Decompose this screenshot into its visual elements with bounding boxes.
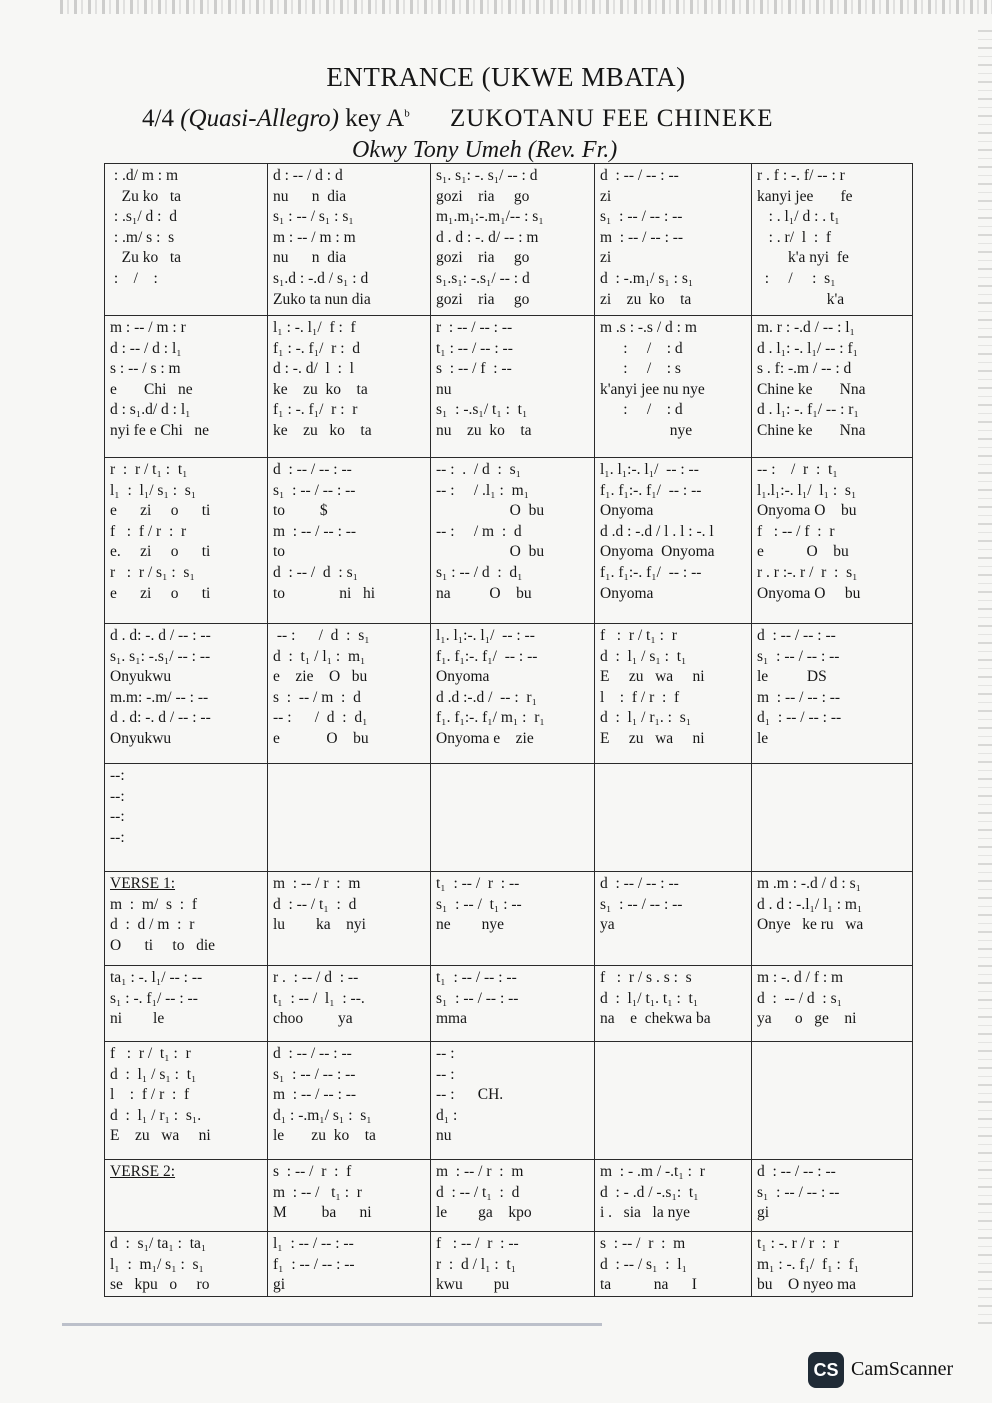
measure-cell [105,1160,268,1232]
solfa-line: t₁ : -- / -- : -- [436,969,517,986]
solfa-line: l₁. l₁:-. l₁/ -- : -- [436,627,535,644]
solfa-line: --: [110,808,125,826]
measure-cell [431,966,595,1042]
measure-cell [268,966,431,1042]
solfa-line: -- : / d : s₁ [273,627,370,644]
solfa-line: : .s₁/ d : d [110,208,177,226]
score-row [105,1042,913,1160]
solfa-line: gozi ria go [436,249,530,267]
solfa-line: d : l₁ / s₁ : t₁ [600,647,687,665]
solfa-line: d . d: -. d / -- : -- [110,627,211,644]
solfa-line: r . : -- / d : -- [273,969,359,986]
solfa-line: s : -- / f : -- [436,360,512,378]
solfa-line: d .d :-.d / -- : r₁ [436,688,537,706]
solfa-line: gozi ria go [436,187,530,205]
solfa-line: d₁ : -.m₁/ s₁ : s₁ [273,1106,372,1124]
solfa-line: gozi ria go [436,290,530,308]
solfa-line: Onyoma Onyoma [600,543,715,561]
measure-cell [431,624,595,764]
solfa-line: -- : / m : d [436,522,522,540]
solfa-line: to $ [273,502,328,520]
solfa-line: ni le [110,1010,165,1028]
solfa-line: d . l₁: -. f₁/ -- : r₁ [757,401,859,419]
solfa-line: d : -- / -- : -- [273,461,352,478]
measure-cell [595,458,752,624]
solfa-line: Onyoma [600,502,654,520]
solfa-line: -- : / r : t₁ [757,461,838,478]
solfa-line: d : -- / d : d [273,167,343,184]
solfa-line: bu O nyeo ma [757,1276,857,1294]
solfa-line: Zu ko ta [110,249,182,267]
measure-cell [595,624,752,764]
measure-cell [105,164,268,316]
solfa-line: ya o ge ni [757,1010,857,1028]
solfa-line: m : -. d / f : m [757,969,844,986]
measure-cell [595,316,752,458]
solfa-line: f : r / t₁ : r [110,1045,191,1062]
solfa-line: s₁ : -- / -- : -- [757,647,840,665]
solfa-line: E zu wa ni [600,729,705,747]
solfa-line: ke zu ko ta [273,380,368,398]
solfa-line: r : r / s₁ : s₁ [110,563,195,581]
measure-cell [595,966,752,1042]
solfa-line: e zi o ti [110,502,211,520]
solfa-line: f₁. f₁:-. f₁/ m₁ : r₁ [436,709,545,727]
score-row [105,966,913,1042]
solfa-line: d : -- / d : s₁ [757,989,843,1007]
measure-cell [595,164,752,316]
solfa-score-table [104,163,913,1297]
solfa-line: Onyoma O bu [757,584,861,602]
solfa-line: f₁. f₁:-. f₁/ -- : -- [600,481,702,499]
measure-cell [752,1042,913,1160]
solfa-line: e O bu [757,543,849,561]
solfa-line: le zu ko ta [273,1127,376,1145]
measure-cell [752,1160,913,1232]
solfa-line: : / : s₁ [757,269,836,287]
solfa-line: f : -- / f : r [757,522,835,540]
solfa-line: d : - .d / -.s₁: t₁ [600,1183,699,1201]
solfa-line: e zie O bu [273,668,368,686]
solfa-line: Zuko ta nun dia [273,290,371,308]
solfa-line: s₁ : -. f₁/ -- : -- [110,989,198,1007]
key-accidental: b [404,107,410,120]
solfa-line: Chine ke Nna [757,380,866,398]
solfa-line: d : s₁.d/ d : l₁ [110,401,191,419]
solfa-line: se kpu o ro [110,1276,210,1294]
solfa-line: d : -- / -- : -- [600,167,679,184]
solfa-line: f₁ : -. f₁/ r : r [273,401,358,419]
solfa-line: m. r : -.d / -- : l₁ [757,319,855,336]
solfa-line: Onyoma O bu [757,502,857,520]
solfa-line: t₁ : -- / l₁ : --. [273,989,365,1007]
measure-cell [595,1042,752,1160]
solfa-line: zi [600,249,612,267]
solfa-line: m .m : -.d / d : s₁ [757,875,862,892]
measure-cell [105,316,268,458]
solfa-line: s₁. s₁: -. s₁/ -- : d [436,167,538,184]
measure-cell [105,1042,268,1160]
measure-cell [431,872,595,966]
solfa-line: e. zi o ti [110,543,211,561]
solfa-line: m : -- / -- : -- [273,522,357,540]
solfa-line: nu zu ko ta [436,421,532,439]
solfa-line: le DS [757,668,827,686]
solfa-line: Onyoma [600,584,654,602]
solfa-line: na O bu [436,584,532,602]
solfa-line: m : -- / -- : -- [600,228,684,246]
solfa-line: ta₁ : -. l₁/ -- : -- [110,969,203,986]
measure-cell [752,966,913,1042]
solfa-line: O ti to die [110,936,216,954]
solfa-line: : .d/ m : m [110,167,179,184]
camscanner-logo-icon: CS [808,1352,844,1388]
solfa-line: nu [436,1127,452,1145]
solfa-line: lu ka nyi [273,916,366,934]
solfa-line: Zu ko ta [110,187,182,205]
solfa-line: mma [436,1010,467,1028]
solfa-line: m : -- / -- : -- [757,688,841,706]
score-row [105,872,913,966]
solfa-line: m₁ : -. f₁/ f₁ : f₁ [757,1255,860,1273]
solfa-line: d : -- / t₁ : d [273,895,357,913]
solfa-line: s₁. s₁: -.s₁/ -- : -- [110,647,211,665]
solfa-line: le ga kpo [436,1204,532,1222]
solfa-line: Onyukwu [110,729,172,747]
solfa-line: s : -- / s : m [110,360,181,378]
solfa-line: Chine ke Nna [757,421,866,439]
solfa-line: s₁ : -- / -- : -- [436,989,519,1007]
solfa-line: gi [757,1204,770,1222]
solfa-line: ne nye [436,916,505,934]
solfa-line: l : f / r : f [110,1086,190,1104]
solfa-line: d : -.m₁/ s₁ : s₁ [600,269,694,287]
solfa-line: kwu pu [436,1276,510,1294]
solfa-line: : / : d [600,339,683,357]
measure-cell [595,872,752,966]
solfa-line: f₁ : -. f₁/ r : d [273,339,360,357]
measure-cell [752,316,913,458]
solfa-line: s₁ : -- / -- : -- [600,208,683,226]
camscanner-watermark: CamScanner [851,1358,954,1380]
solfa-line: d . d: -. d / -- : -- [110,709,211,727]
solfa-line: ya [600,916,615,934]
solfa-line: d : -- / s₁ : l₁ [600,1255,688,1273]
solfa-line: f : -- / r : -- [436,1235,519,1252]
solfa-line: f : f / r : r [110,522,187,540]
solfa-line: t₁ : -. r / r : r [757,1235,840,1252]
solfa-line: kanyi jee fe [757,187,853,205]
score-row [105,1232,913,1297]
solfa-line: f₁ : -- / -- : -- [273,1255,355,1273]
measure-cell [431,316,595,458]
solfa-line: to [273,543,286,561]
solfa-line: --: [110,767,125,784]
measure-cell [268,764,431,872]
solfa-line: nyi fe e Chi ne [110,421,210,439]
measure-cell [268,316,431,458]
measure-cell [268,1232,431,1297]
solfa-line: m : m/ s : f [110,895,197,913]
measure-cell [595,1160,752,1232]
solfa-line: k'anyi jee nu nye [600,380,705,398]
solfa-line: m : -- / m : m [273,228,356,246]
solfa-line: m₁.m₁:-.m₁/-- : s₁ [436,208,544,226]
measure-cell [752,1232,913,1297]
measure-cell [105,764,268,872]
solfa-line: O bu [436,502,545,520]
measure-cell [431,764,595,872]
solfa-line: d : -- / -- : -- [757,1163,836,1180]
measure-cell [752,458,913,624]
solfa-line: -- : [436,1045,455,1062]
solfa-line: s : -- / r : m [600,1235,686,1252]
solfa-line: -- : CH. [436,1086,504,1104]
solfa-line: -- : / d : d₁ [273,709,368,727]
score-row [105,624,913,764]
solfa-line: s : -- / r : f [273,1163,352,1180]
solfa-line: ke zu ko ta [273,421,372,439]
measure-cell [105,624,268,764]
solfa-line: O bu [436,543,545,561]
verse-label: VERSE 2: [110,1163,176,1180]
measure-cell [431,1160,595,1232]
solfa-line: l₁ : m₁/ s₁ : s₁ [110,1255,204,1273]
solfa-line: --: [110,787,125,805]
solfa-line: s₁ : -- / -- : -- [600,895,683,913]
verse-label: VERSE 1: [110,875,176,892]
solfa-line: nu n dia [273,249,347,267]
solfa-line: d : -. d/ l : l [273,360,354,378]
solfa-line: m : - .m / -.t₁ : r [600,1163,705,1180]
solfa-line: d : l₁ / s₁ : t₁ [110,1065,197,1083]
solfa-line: s₁ : -- / -- : -- [273,481,356,499]
measure-cell [268,458,431,624]
solfa-line: d₁ : -- / -- : -- [757,709,842,727]
score-row [105,458,913,624]
score-row [105,316,913,458]
solfa-line: m : -- / r : m [273,875,361,892]
solfa-line: f₁. f₁:-. f₁/ -- : -- [436,647,538,665]
scan-edge-noise-top [60,0,992,14]
solfa-line: i . sia la nye [600,1204,690,1222]
measure-cell [752,624,913,764]
solfa-line: r : -- / -- : -- [436,319,513,336]
measure-cell [268,1042,431,1160]
solfa-line: s₁.d : -.d / s₁ : d [273,269,369,287]
composer-credit: Okwy Tony Umeh (Rev. Fr.) [352,137,618,163]
solfa-line: e O bu [273,729,369,747]
measure-cell [431,1232,595,1297]
measure-cell [752,164,913,316]
measure-cell [268,872,431,966]
solfa-line: m : -- / t₁ : r [273,1183,362,1201]
key-signature: key A [345,105,405,132]
solfa-line: r : d / l₁ : t₁ [436,1255,517,1273]
measure-cell [752,872,913,966]
solfa-line: l₁.l₁:-. l₁/ l₁ : s₁ [757,481,857,499]
solfa-line: t₁ : -- / -- : -- [436,339,513,357]
solfa-line: s . f: -.m / -- : d [757,360,852,378]
tempo-marking: (Quasi-Allegro) [180,105,339,132]
solfa-line: s : -- / m : d [273,688,361,706]
solfa-line: : / : [110,269,158,287]
subtitle-line [142,105,774,133]
solfa-line: E zu wa ni [110,1127,211,1145]
solfa-line: d .d : -.d / l . l : -. l [600,522,714,540]
solfa-line: -- : [436,1065,455,1083]
solfa-line: r . r :-. r / r : s₁ [757,563,858,581]
solfa-line: d : s₁/ ta₁ : ta₁ [110,1235,207,1252]
solfa-line: s₁ : -- / d : d₁ [436,563,523,581]
measure-cell [595,764,752,872]
solfa-line: l : f / r : f [600,688,680,706]
solfa-line: e Chi ne [110,380,193,398]
solfa-line: m .s : -.s / d : m [600,319,697,336]
solfa-line: le [757,729,769,747]
solfa-line: m : -- / m : r [110,319,186,336]
solfa-line: to ni hi [273,584,376,602]
solfa-line: s₁ : -- / -- : -- [273,1065,356,1083]
measure-cell [431,164,595,316]
solfa-line: d : t₁ / l₁ : m₁ [273,647,366,665]
solfa-line: d : l₁ / r₁. : s₁ [600,709,692,727]
solfa-line: k'a [757,290,845,308]
solfa-line: d : d / m : r [110,916,195,934]
page-title: ENTRANCE (UKWE MBATA) [326,62,686,92]
page-bottom-rule [62,1323,602,1326]
solfa-line: r . f : -. f/ -- : r [757,167,845,184]
solfa-line: d : -- / -- : -- [273,1045,352,1062]
solfa-line: l₁ : l₁/ s₁ : s₁ [110,481,197,499]
solfa-line: d : -- / d : s₁ [273,563,359,581]
solfa-line: choo ya [273,1010,353,1028]
solfa-line: m : -- / -- : -- [273,1086,357,1104]
solfa-line: ta na I [600,1276,697,1294]
solfa-line: l₁ : -. l₁/ f : f [273,319,356,336]
measure-cell [431,458,595,624]
time-signature: 4/4 [142,105,174,132]
song-title: ZUKOTANU FEE CHINEKE [450,105,774,132]
measure-cell [105,1232,268,1297]
measure-cell [268,164,431,316]
solfa-line: : / : s [600,360,681,378]
solfa-line: d : l₁/ t₁. t₁ : t₁ [600,989,699,1007]
measure-cell [105,458,268,624]
solfa-line: nu n dia [273,187,347,205]
solfa-line: d . d : -. d/ -- : m [436,228,539,246]
score-row [105,164,913,316]
score-row [105,1160,913,1232]
measure-cell [595,1232,752,1297]
measure-cell [105,966,268,1042]
solfa-line: Onyoma e zie [436,729,534,747]
solfa-line: --: [110,828,125,846]
measure-cell [105,872,268,966]
solfa-line: E zu wa ni [600,668,705,686]
solfa-line: d : -- / t₁ : d [436,1183,520,1201]
solfa-line: l₁. l₁:-. l₁/ -- : -- [600,461,699,478]
solfa-line: m.m: -.m/ -- : -- [110,688,209,706]
solfa-line: k'a nyi fe [757,249,849,267]
solfa-line: d : -- / d : l₁ [110,339,182,357]
solfa-line: nye [600,421,693,439]
solfa-line: na e chekwa ba [600,1010,711,1028]
solfa-line: f : r / s . s : s [600,969,692,986]
solfa-line: zi [600,187,612,205]
solfa-line: s₁ : -- / -- : -- [757,1183,840,1201]
solfa-line: l₁ : -- / -- : -- [273,1235,354,1252]
solfa-line: f₁. f₁:-. f₁/ -- : -- [600,563,702,581]
solfa-line: Onye ke ru wa [757,916,864,934]
solfa-line: M ba ni [273,1204,372,1222]
solfa-line: : . l₁/ d : . t₁ [757,208,840,226]
solfa-line: s₁.s₁: -.s₁/ -- : d [436,269,530,287]
scan-edge-noise-right [978,30,992,1330]
solfa-line: : / : d [600,401,683,419]
solfa-line: d : -- / -- : -- [757,627,836,644]
solfa-line: d . d : -.l₁/ l₁ : m₁ [757,895,863,913]
solfa-line: d₁ : [436,1106,458,1124]
solfa-line: s₁ : -- / s₁ : s₁ [273,208,354,226]
solfa-line: -- : . / d : s₁ [436,461,522,478]
solfa-line: Onyukwu [110,668,172,686]
solfa-line: -- : / .l₁ : m₁ [436,481,530,499]
solfa-line: r : r / t₁ : t₁ [110,461,188,478]
solfa-line: d : -- / -- : -- [600,875,679,892]
solfa-line: d : l₁ / r₁ : s₁. [110,1106,202,1124]
solfa-line: s₁ : -.s₁/ t₁ : t₁ [436,401,528,419]
solfa-line: m : -- / r : m [436,1163,524,1180]
solfa-line: : . r/ l : f [757,228,832,246]
score-row [105,764,913,872]
solfa-line: : .m/ s : s [110,228,175,246]
solfa-line: s₁ : -- / t₁ : -- [436,895,522,913]
measure-cell [268,624,431,764]
solfa-line: zi zu ko ta [600,290,692,308]
solfa-line: d . l₁: -. l₁/ -- : f₁ [757,339,859,357]
solfa-line: e zi o ti [110,584,211,602]
solfa-line: f : r / t₁ : r [600,627,677,644]
measure-cell [431,1042,595,1160]
measure-cell [268,1160,431,1232]
solfa-line: Onyoma [436,668,490,686]
solfa-line: nu [436,380,452,398]
solfa-line: t₁ : -- / r : -- [436,875,520,892]
measure-cell [752,764,913,872]
solfa-line: gi [273,1276,286,1294]
